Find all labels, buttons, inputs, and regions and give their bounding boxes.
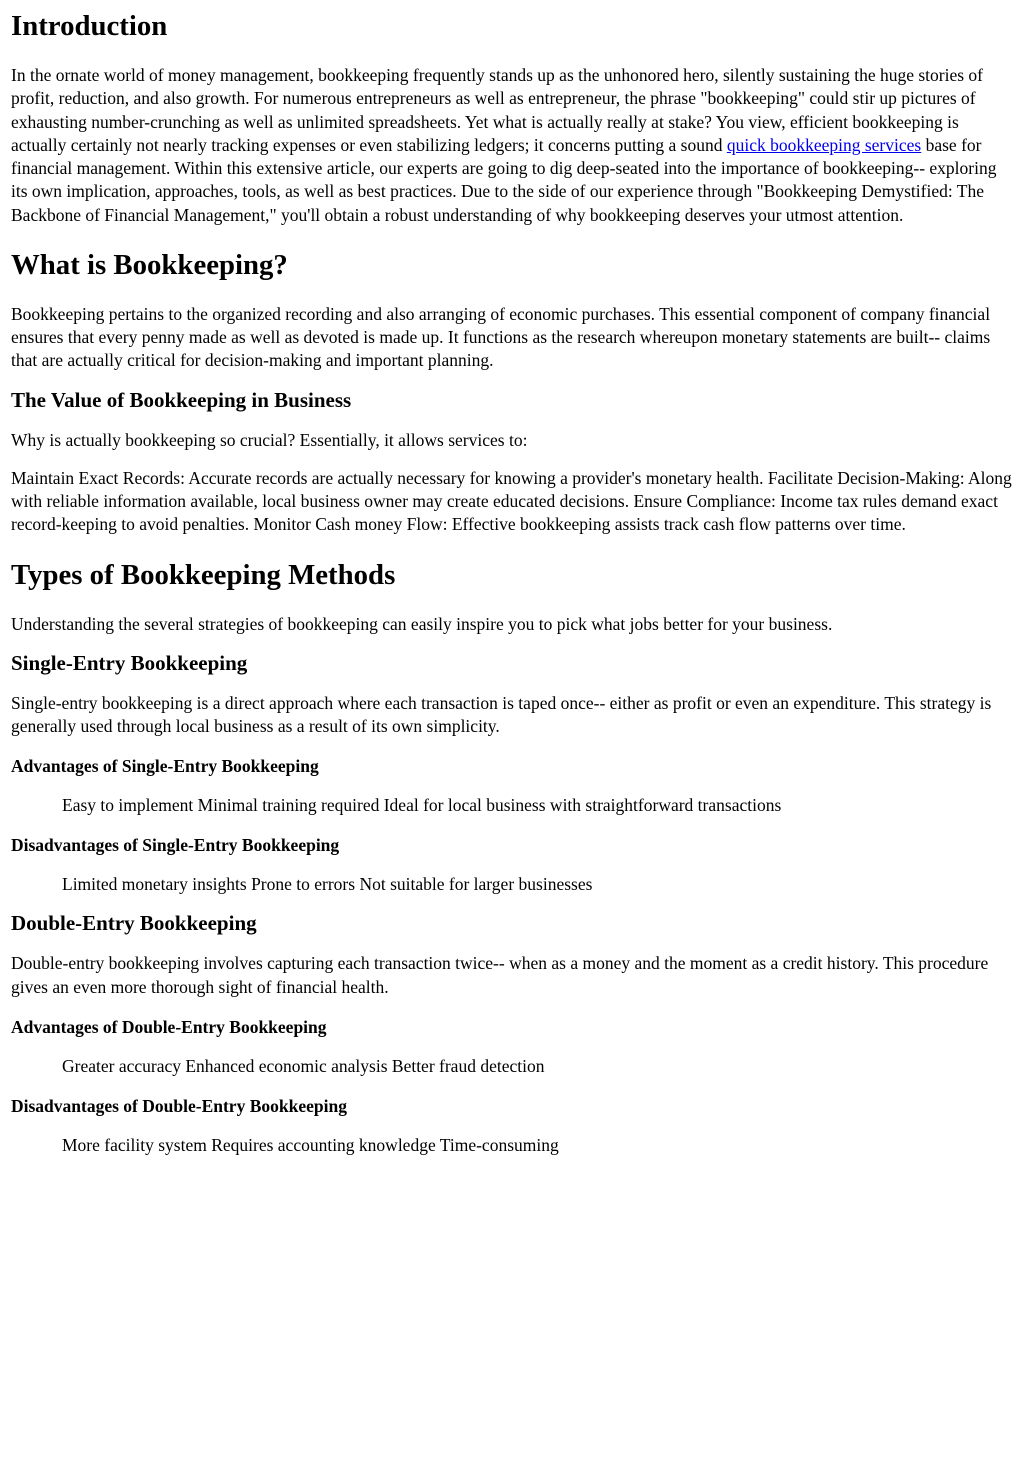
intro-paragraph: [11, 64, 1014, 227]
quick-bookkeeping-services-link[interactable]: quick bookkeeping services: [726, 134, 922, 155]
heading-single-entry-advantages: Advantages of Single-Entry Bookkeeping: [11, 756, 319, 777]
heading-single-entry-disadvantages: Disadvantages of Single-Entry Bookkeeping: [11, 835, 340, 856]
intro-text-before-link: In the ornate world of money management, bookkeeping frequently stands up as the unhonored hero, silently sustaining the huge stories of profit, reduction, and also growth. For numerous entrepreneurs as well as entrepreneur, the phrase "bookkeeping" could stir up pictures of exhausting number-crunching as well as unlimited spreadsheets. Yet what is actually really at stake? You view, efficient bookkeeping is actually certainly not nearly tracking expenses or even stabilizing ledgers; it concerns putting a sound: [11, 65, 983, 155]
heading-types-of-methods: Types of Bookkeeping Methods: [11, 558, 396, 591]
single-entry-disadvantages-text: Limited monetary insights Prone to errors Not suitable for larger businesses: [62, 874, 593, 895]
heading-introduction: Introduction: [11, 10, 168, 42]
value-paragraph-intro: Why is actually bookkeeping so crucial? Essentially, it allows services to:: [11, 429, 528, 450]
heading-value-of-bookkeeping: The Value of Bookkeeping in Business: [11, 387, 352, 412]
types-paragraph: Understanding the several strategies of bookkeeping can easily inspire you to pick what jobs better for your business.: [11, 613, 833, 634]
article: [0, 10, 1024, 1157]
double-entry-paragraph: Double-entry bookkeeping involves capturing each transaction twice-- when as a money and the moment as a credit history. This procedure gives an even more thorough sight of financial health.: [11, 953, 989, 997]
heading-double-entry: Double-Entry Bookkeeping: [11, 911, 257, 936]
single-entry-advantages-text: Easy to implement Minimal training required Ideal for local business with straightforward transactions: [62, 795, 782, 816]
double-entry-disadvantages-text: More facility system Requires accounting knowledge Time-consuming: [62, 1134, 559, 1155]
heading-double-entry-disadvantages: Disadvantages of Double-Entry Bookkeeping: [11, 1095, 347, 1116]
intro-text-after-link: base for financial management. Within this extensive article, our experts are going to dig deep-seated into the importance of bookkeeping-- exploring its own implication, approaches, tools, as well as best practices. Due to the side of our experience through "Bookkeeping Demystified: The Backbone of Financial Management," you'll obtain a robust understanding of why bookkeeping deserves your utmost attention.: [11, 134, 997, 225]
single-entry-paragraph: Single-entry bookkeeping is a direct approach where each transaction is taped once-- either as profit or even an expenditure. This strategy is generally used through local business as a result of its own simplicity.: [11, 692, 992, 736]
double-entry-advantages-text: Greater accuracy Enhanced economic analysis Better fraud detection: [62, 1055, 545, 1076]
heading-single-entry: Single-Entry Bookkeeping: [11, 650, 248, 675]
heading-what-is-bookkeeping: What is Bookkeeping?: [11, 248, 288, 281]
what-is-paragraph: Bookkeeping pertains to the organized recording and also arranging of economic purchases. This essential component of company financial ensures that every penny made as well as devoted is made up. It functions as the research whereupon monetary statements are built-- claims that are actually critical for decision-making and important planning.: [11, 303, 991, 371]
heading-double-entry-advantages: Advantages of Double-Entry Bookkeeping: [11, 1016, 327, 1037]
value-paragraph-list: Maintain Exact Records: Accurate records are actually necessary for knowing a provider's monetary health. Facilitate Decision-Making: Along with reliable information available, local business owner may create educated decisions. Ensure Compliance: Income tax rules demand exact record-keeping to avoid penalties. Monitor Cash money Flow: Effective bookkeeping assists track cash flow patterns over time.: [11, 467, 1012, 535]
